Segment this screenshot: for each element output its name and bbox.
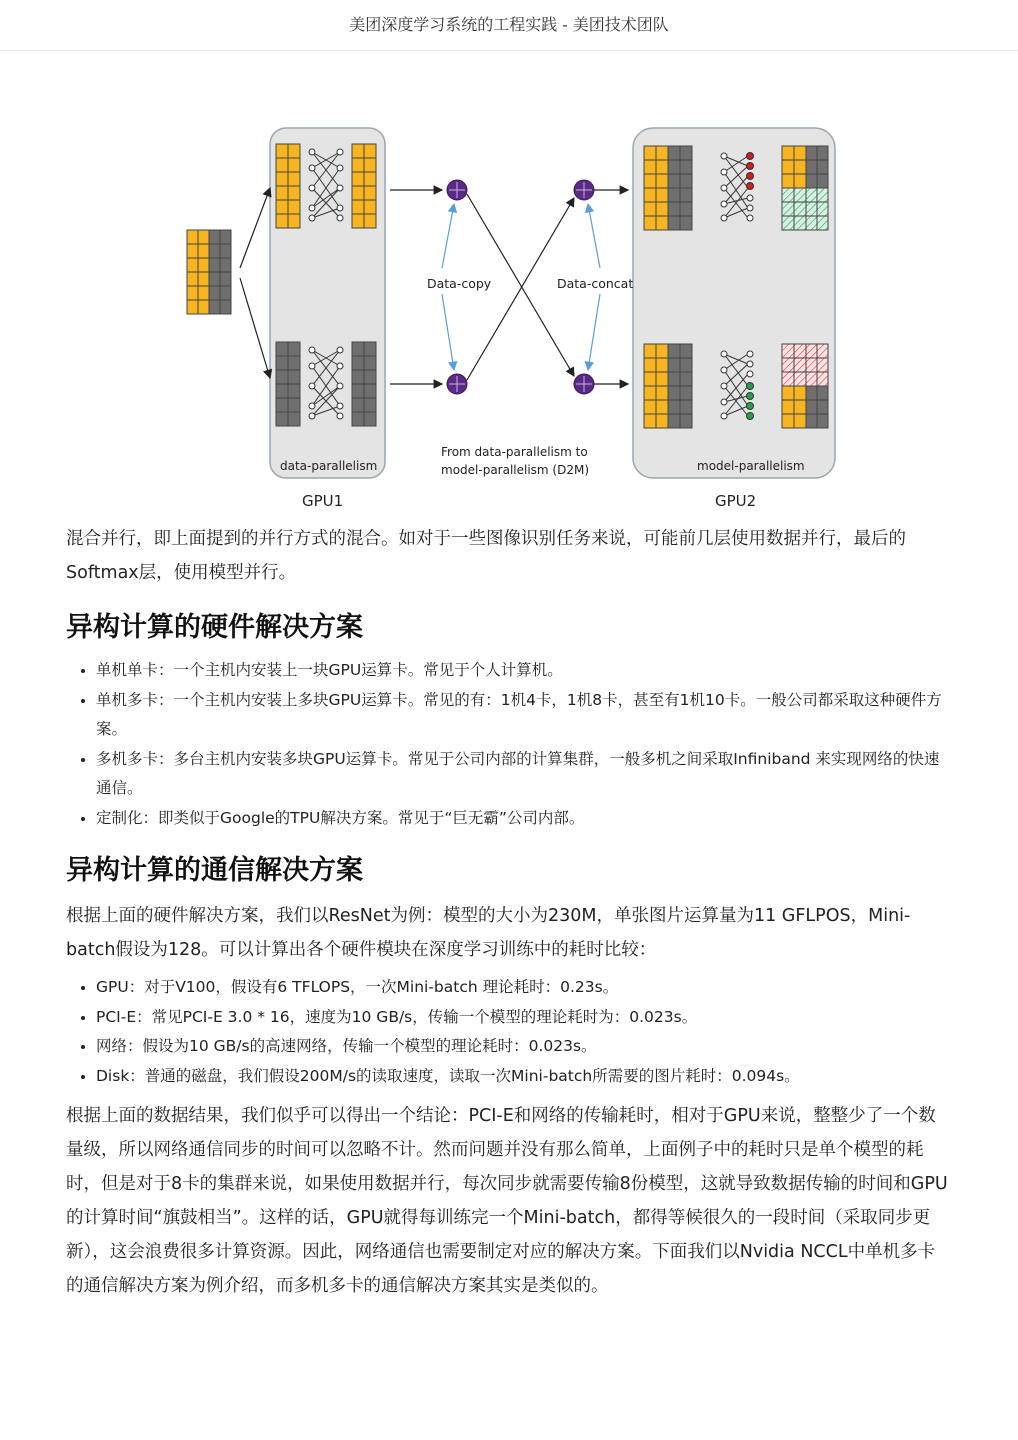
page-title: 美团深度学习系统的工程实践 - 美团技术团队 — [349, 15, 669, 34]
model-parallelism-label: model-parallelism — [697, 459, 805, 473]
list-item: • 网络：假设为10 GB/s的高速网络，传输一个模型的理论耗时：0.023s。 — [96, 1032, 952, 1062]
input-grid — [187, 230, 231, 314]
communication-paragraph-1: 根据上面的硬件解决方案，我们以ResNet为例：模型的大小为230M，单张图片运算量为11 GFLPOS，Mini-batch假设为128。可以计算出各个硬件模块在深度学习训练中的耗时比较： — [66, 906, 911, 960]
list-item: • 单机单卡：一个主机内安装上一块GPU运算卡。常见于个人计算机。 — [96, 656, 952, 686]
list-item: • 多机多卡：多台主机内安装多块GPU运算卡。常见于公司内部的计算集群，一般多机之间采取Infiniband 来实现网络的快速通信。 — [96, 745, 952, 804]
hardware-list — [66, 656, 952, 833]
data-copy-label: Data-copy — [427, 276, 492, 291]
communication-paragraph-2: 根据上面的数据结果，我们似乎可以得出一个结论：PCI-E和网络的传输耗时，相对于GPU来说，整整少了一个数量级，所以网络通信同步的时间可以忽略不计。然而问题并没有那么简单，上面例子中的耗时只是单个模型的耗时，但是对于8卡的集群来说，如果使用数据并行，每次同步就需要传输8份模型，这就导致数据传输的时间和GPU的计算时间“旗鼓相当”。这样的话，GPU就得每训练完一个Mini-batch，都得等候很久的一段时间（采取同步更新），这会浪费很多计算资源。因此，网络通信也需要制定对应的解决方案。下面我们以Nvidia NCCL中单机多卡的通信解决方案为例介绍，而多机多卡的通信解决方案其实是类似的。 — [66, 1106, 948, 1296]
section-heading-communication: 异构计算的通信解决方案 — [66, 855, 363, 886]
data-parallelism-label: data-parallelism — [280, 459, 378, 473]
d2m-diagram — [180, 118, 860, 518]
list-item: • 单机多卡：一个主机内安装上多块GPU运算卡。常见的有：1机4卡，1机8卡，甚至有1机10卡。一般公司都采取这种硬件方案。 — [96, 686, 952, 745]
gpu2-label: GPU2 — [715, 492, 757, 510]
list-item: • Disk：普通的磁盘，我们假设200M/s的读取速度，读取一次Mini-batch所需要的图片耗时：0.094s。 — [96, 1062, 952, 1092]
caption-line2: model-parallelism (D2M) — [441, 463, 590, 477]
intro-paragraph: 混合并行，即上面提到的并行方式的混合。如对于一些图像识别任务来说，可能前几层使用数据并行，最后的Softmax层，使用模型并行。 — [66, 529, 906, 583]
page-header — [0, 0, 1018, 51]
list-item: • PCI-E：常见PCI-E 3.0 * 16，速度为10 GB/s，传输一个模型的理论耗时为：0.023s。 — [96, 1003, 952, 1033]
parallelism-figure — [180, 118, 860, 518]
gpu1-label: GPU1 — [302, 492, 344, 510]
caption-line1: From data-parallelism to — [441, 445, 588, 459]
data-concat-label: Data-concat — [557, 276, 634, 291]
section-heading-hardware: 异构计算的硬件解决方案 — [66, 612, 363, 643]
list-item: • GPU：对于V100，假设有6 TFLOPS，一次Mini-batch 理论耗时：0.23s。 — [96, 973, 952, 1003]
timing-list — [66, 973, 952, 1091]
article-content — [66, 522, 952, 1303]
list-item: • 定制化：即类似于Google的TPU解决方案。常见于“巨无霸”公司内部。 — [96, 804, 952, 834]
